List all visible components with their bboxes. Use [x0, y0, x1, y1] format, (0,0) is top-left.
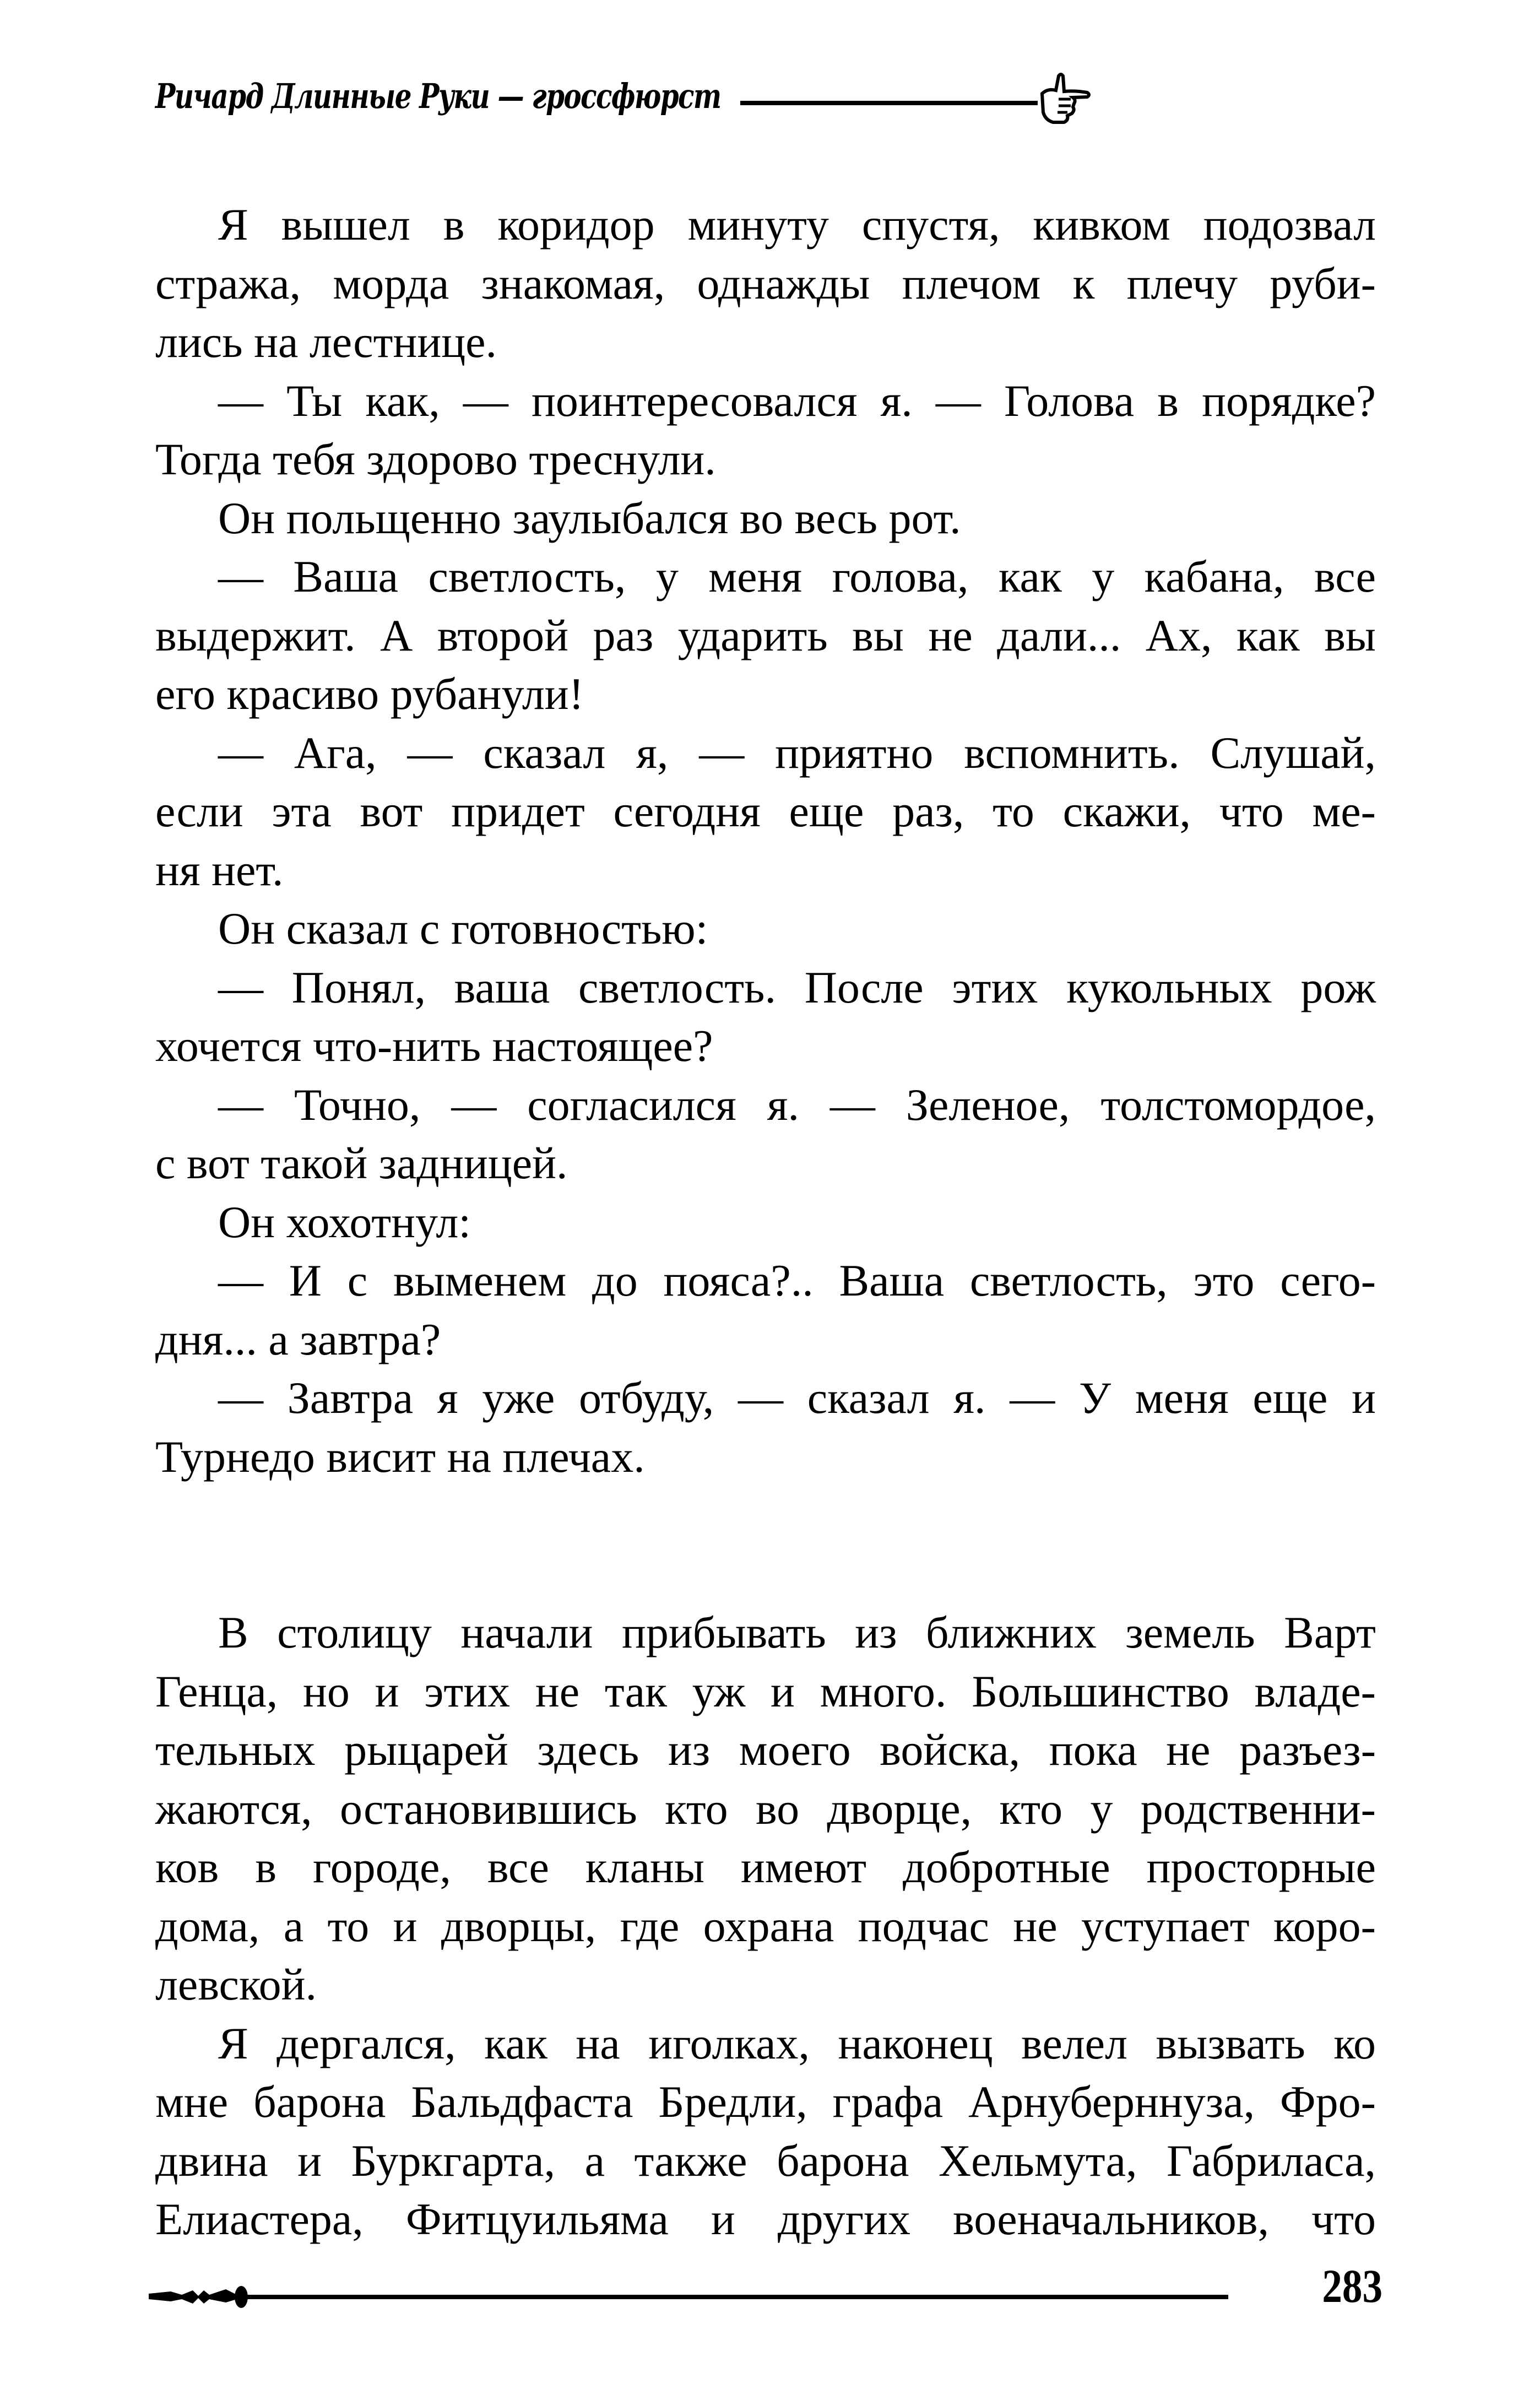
text-line: его красиво рубанули!	[155, 669, 584, 719]
text-line: Генца, но и этих не так уж и много. Большинство владе-	[155, 1666, 1376, 1716]
text-line: В столицу начали прибывать из ближних земель Варт	[218, 1607, 1376, 1657]
text-line: — Понял, ваша светлость. После этих кукольных рож	[218, 962, 1376, 1012]
running-title: Ричард Длинные Руки — гроссфюрст	[155, 76, 721, 116]
text-line: стража, морда знакомая, однажды плечом к плечу руби-	[155, 258, 1376, 308]
pointing-hand-icon	[1037, 72, 1092, 127]
text-line: — Точно, — согласился я. — Зеленое, толстомордое,	[218, 1079, 1376, 1130]
text-line: хочется что-нить настоящее?	[155, 1021, 713, 1071]
page-footer	[149, 2260, 1382, 2330]
text-line: двина и Буркгарта, а также барона Хельмута, Габриласа,	[155, 2135, 1376, 2186]
text-line: Турнедо висит на плечах.	[155, 1431, 645, 1482]
text-line: Тогда тебя здорово треснули.	[155, 434, 716, 484]
text-line: с вот такой задницей.	[155, 1138, 568, 1188]
text-line: — Ты как, — поинтересовался я. — Голова в порядке?	[218, 375, 1376, 426]
text-line: лись на лестнице.	[155, 317, 497, 367]
text-line: мне барона Бальдфаста Бредли, графа Арнуберннуза, Фро-	[155, 2077, 1376, 2127]
text-line: Елиастера, Фитцуильяма и других военачальников, что	[155, 2194, 1376, 2244]
text-line: если эта вот придет сегодня еще раз, то скажи, что ме-	[155, 786, 1376, 836]
text-line: — Ваша светлость, у меня голова, как у кабана, все	[218, 551, 1376, 602]
text-line: тельных рыцарей здесь из моего войска, пока не разъез-	[155, 1725, 1376, 1775]
text-line: Я дергался, как на иголках, наконец велел вызвать ко	[218, 2018, 1376, 2068]
text-line: ня нет.	[155, 844, 284, 895]
text-line: левской.	[155, 1959, 317, 2009]
text-line: Я вышел в коридор минуту спустя, кивком подозвал	[218, 199, 1376, 250]
section-break	[155, 1486, 1376, 1603]
text-line: выдержит. А второй раз ударить вы не дали... Ах, как вы	[155, 610, 1376, 660]
text-line: дня... а завтра?	[155, 1314, 441, 1364]
text-line: жаются, остановившись кто во дворце, кто у родственни-	[155, 1783, 1376, 1834]
text-line: — Завтра я уже отбуду, — сказал я. — У меня еще и	[218, 1373, 1376, 1423]
text-line: Он польщенно заулыбался во весь рот.	[218, 492, 961, 543]
text-line: — И с выменем до пояса?.. Ваша светлость, это сего-	[218, 1255, 1376, 1305]
header-rule	[740, 101, 1038, 105]
body-text	[155, 196, 1376, 2249]
text-line: — Ага, — сказал я, — приятно вспомнить. Слушай,	[218, 727, 1376, 778]
text-line: Он сказал с готовностью:	[218, 903, 708, 953]
text-line: дома, а то и дворцы, где охрана подчас не уступает коро-	[155, 1900, 1376, 1951]
running-header	[155, 72, 1389, 121]
arrow-rule-ornament	[149, 2275, 1228, 2308]
text-line: ков в городе, все кланы имеют добротные просторные	[155, 1842, 1376, 1892]
text-line: Он хохотнул:	[218, 1196, 471, 1247]
page-number: 283	[1322, 2260, 1382, 2312]
